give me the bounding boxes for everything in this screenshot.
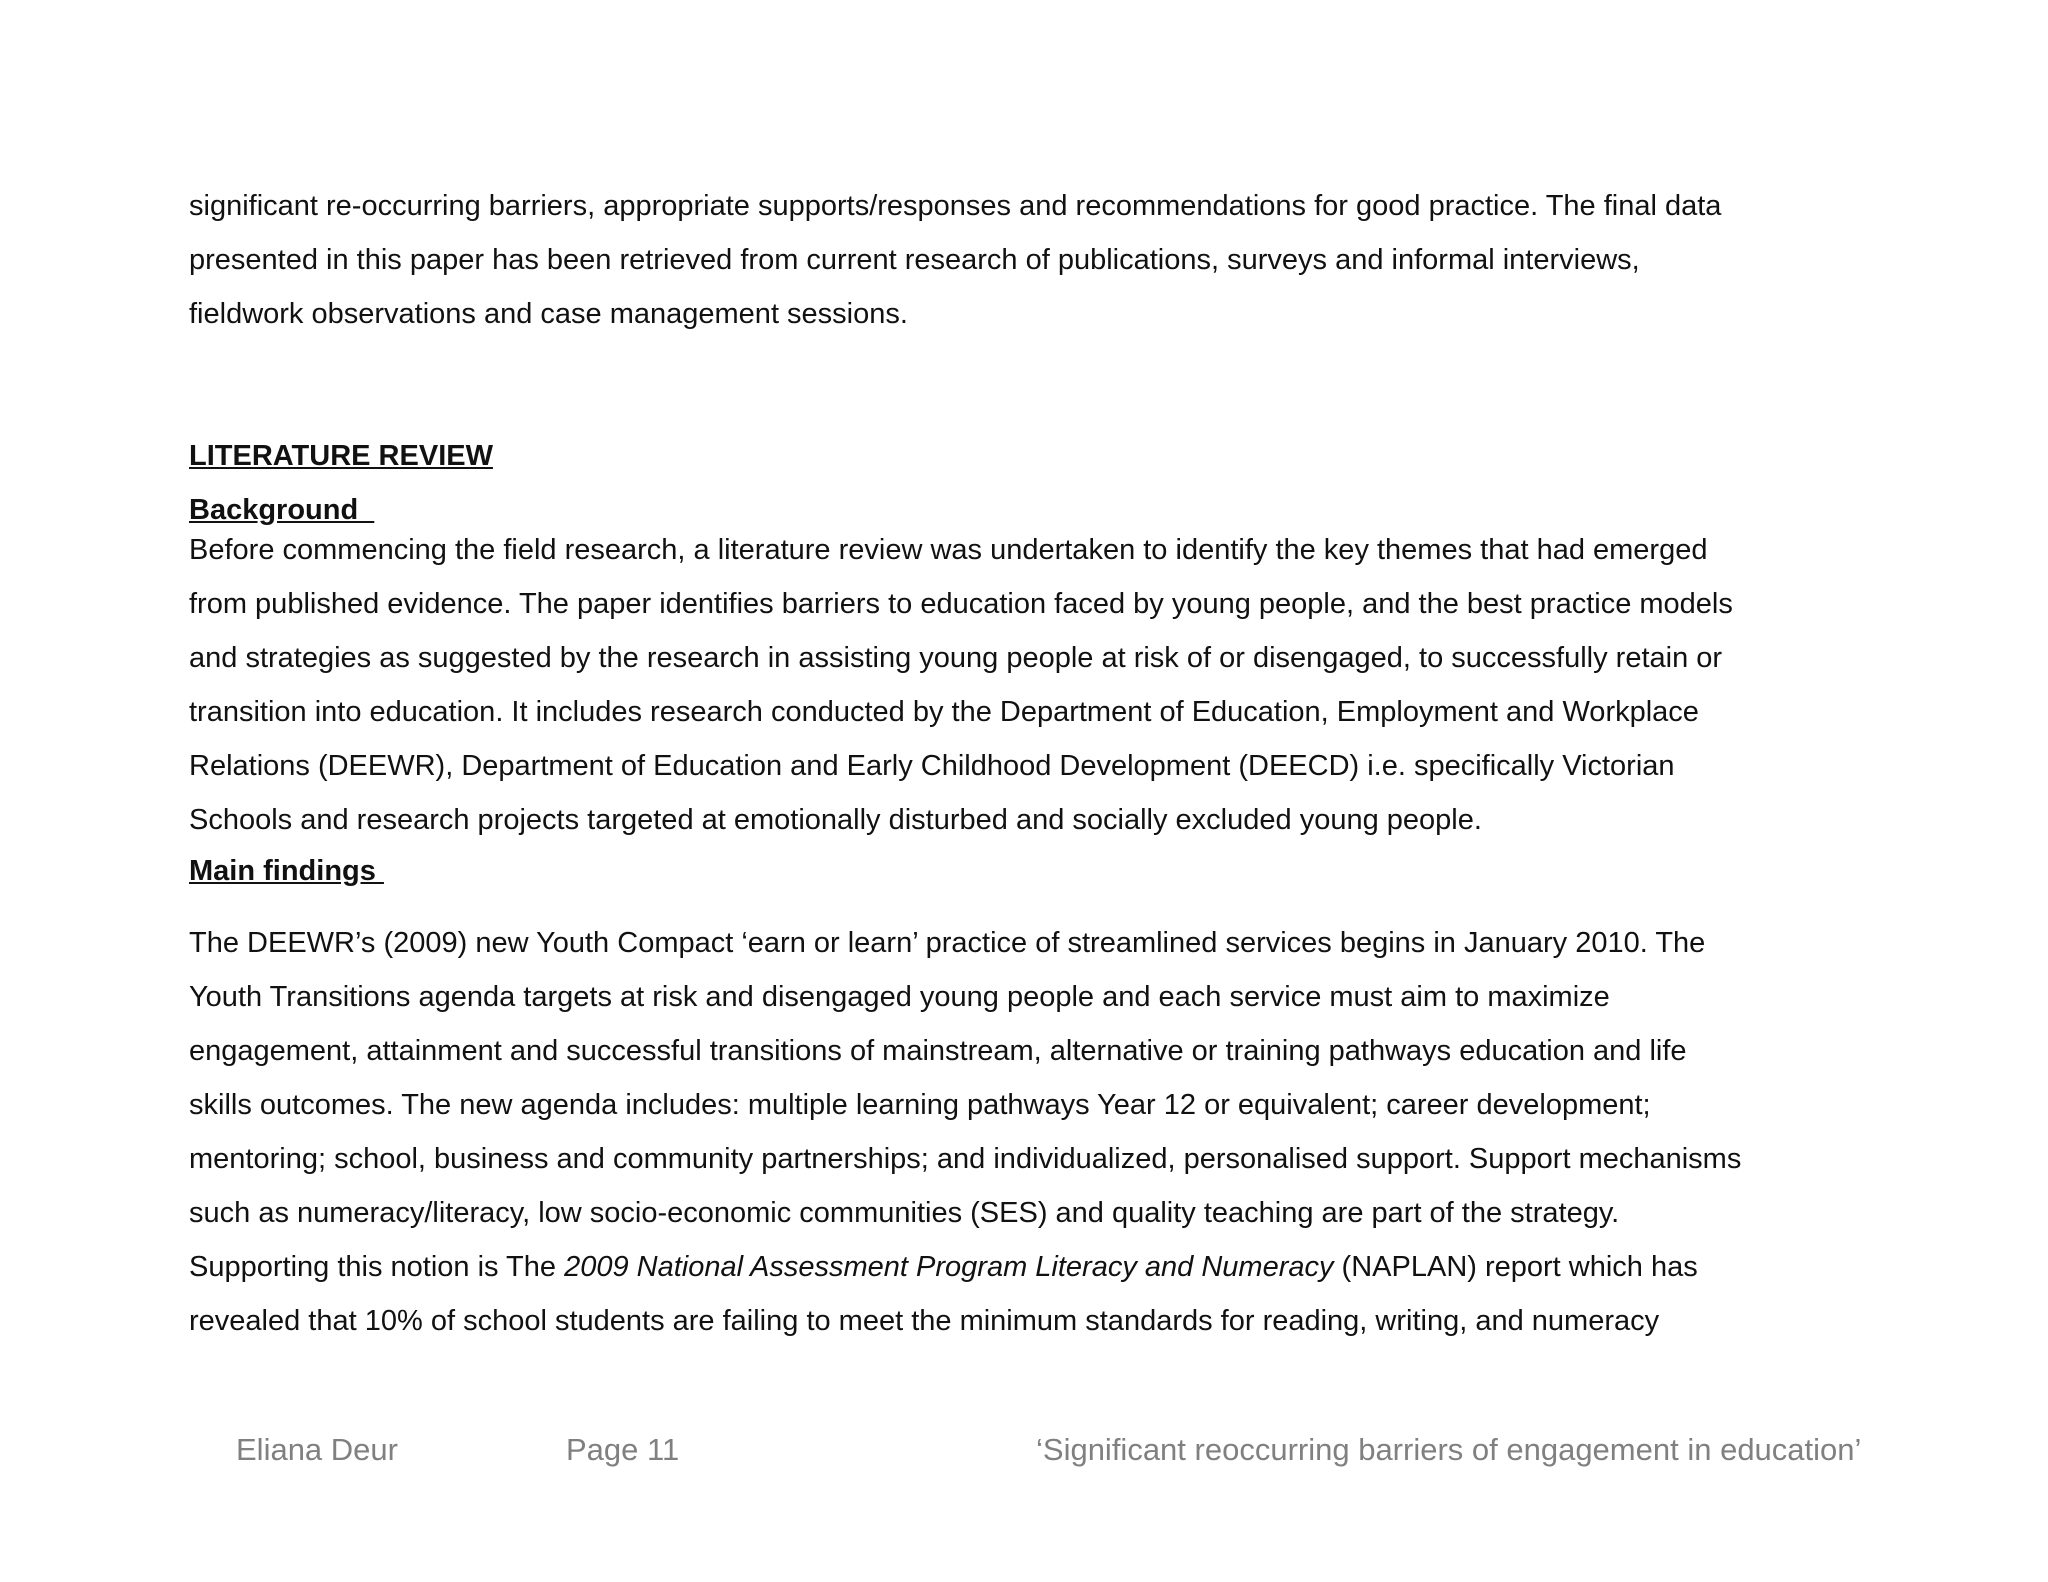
literature-review-heading: LITERATURE REVIEW <box>189 440 493 472</box>
background-line: from published evidence. The paper identifies barriers to education faced by young people, and the best practice models <box>189 588 1733 620</box>
naplan-line-start: Supporting this notion is The <box>189 1251 565 1283</box>
main-findings-last-line: revealed that 10% of school students are failing to meet the minimum standards for reading, writing, and numeracy <box>189 1305 1660 1337</box>
naplan-line <box>189 1240 1889 1294</box>
background-line: Schools and research projects targeted at emotionally disturbed and socially excluded young people. <box>189 804 1482 836</box>
footer-document-title: ‘Significant reoccurring barriers of engagement in education’ <box>1036 1432 1862 1467</box>
main-findings-line: such as numeracy/literacy, low socio-economic communities (SES) and quality teaching are part of the strategy. <box>189 1197 1620 1229</box>
naplan-report-title: 2009 National Assessment Program Literacy and Numeracy <box>564 1251 1334 1283</box>
main-findings-line: The DEEWR’s (2009) new Youth Compact ‘earn or learn’ practice of streamlined services begins in January 2010. The <box>189 927 1706 959</box>
main-findings-paragraph <box>189 916 1889 1348</box>
background-paragraph <box>189 523 1889 847</box>
background-line: and strategies as suggested by the research in assisting young people at risk of or disengaged, to successfully retain or <box>189 642 1723 674</box>
background-line: Relations (DEEWR), Department of Education and Early Childhood Development (DEECD) i.e. specifically Victorian <box>189 750 1675 782</box>
naplan-line-end: (NAPLAN) report which has <box>1333 1251 1698 1283</box>
background-line: transition into education. It includes research conducted by the Department of Education, Employment and Workplace <box>189 696 1699 728</box>
intro-line: presented in this paper has been retrieved from current research of publications, surveys and informal interviews, <box>189 244 1640 276</box>
footer-page-number: Page 11 <box>566 1432 680 1467</box>
main-findings-line: mentoring; school, business and community partnerships; and individualized, personalised support. Support mechanisms <box>189 1143 1742 1175</box>
intro-line: fieldwork observations and case management sessions. <box>189 298 908 330</box>
main-findings-line: Youth Transitions agenda targets at risk and disengaged young people and each service must aim to maximize <box>189 981 1610 1013</box>
footer-author: Eliana Deur <box>236 1432 398 1467</box>
background-line: Before commencing the field research, a literature review was undertaken to identify the key themes that had emerged <box>189 534 1708 566</box>
intro-line: significant re-occurring barriers, appropriate supports/responses and recommendations for good practice. The final data <box>189 190 1722 222</box>
main-findings-line: skills outcomes. The new agenda includes: multiple learning pathways Year 12 or equivalent; career development; <box>189 1089 1651 1121</box>
background-heading: Background <box>189 494 375 526</box>
main-findings-heading: Main findings <box>189 855 384 887</box>
main-findings-line: engagement, attainment and successful transitions of mainstream, alternative or training pathways education and life <box>189 1035 1687 1067</box>
intro-paragraph <box>189 179 1889 341</box>
